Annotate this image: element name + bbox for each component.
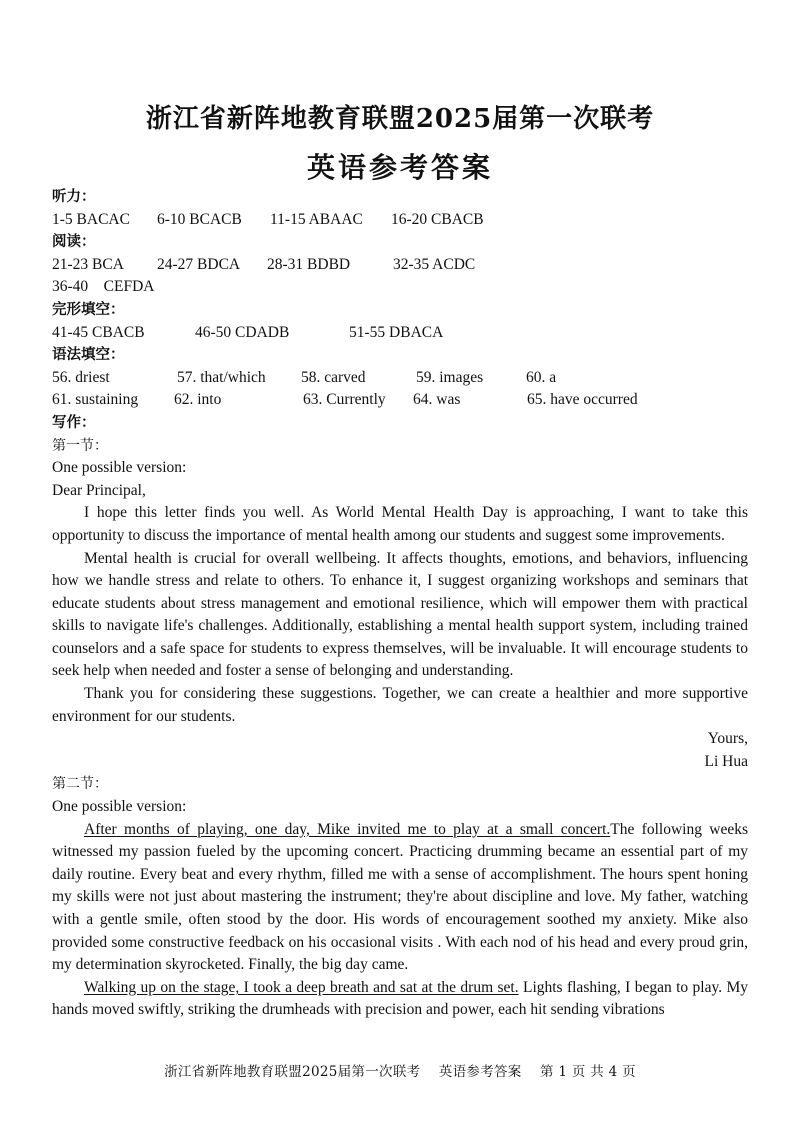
answer-item: 59. images <box>416 368 484 386</box>
cloze-heading: 完形填空： <box>52 301 125 318</box>
story-paragraph-1-text: The following weeks witnessed my passion fueled by the upcoming concert. Practicing drumming became an essential part of my daily routine. Every beat and every rhythm, filled me with a sense of accomplishment. The hours spent honing my skills were not just about mastering the instrument; they're about discipline and love. My father, watching with a gentle smile, often stood by the door. His words of encouragement soothed my anxiety. Mike also provided some constructive feedback on his occasional visits . With each nod of his head and every proud grin, my determination skyrocketed. Finally, the big day came. <box>52 820 749 974</box>
letter-paragraph-2: Mental health is crucial for overall wellbeing. It affects thoughts, emotions, and behaviors, influencing how we handle stress and relate to others. To enhance it, I suggest organizing workshops and seminars that educate students about stress management and emotional resilience, which will empower them with practical skills to navigate life's challenges. Additionally, establishing a mental health support system, including trained counselors and a safe space for students to express themselves, will be invaluable. It will encourage students to seek help when needed and foster a sense of belonging and understanding. <box>52 549 748 680</box>
answer-item: 61. sustaining <box>52 391 139 409</box>
page-footer: 浙江省新阵地教育联盟2025届第一次联考 英语参考答案 第 1 页 共 4 页 <box>164 1064 636 1080</box>
answer-group: 32-35 ACDC <box>393 255 476 273</box>
given-opening-sentence-1: After months of playing, one day, Mike invited me to play at a small concert. <box>84 820 611 838</box>
answer-group: 28-31 BDBD <box>267 255 351 273</box>
document-subtitle: 英语参考答案 <box>306 151 493 184</box>
letter-salutation: Dear Principal, <box>52 481 146 499</box>
cloze-answers <box>52 322 748 345</box>
writing-heading: 写作： <box>52 414 96 431</box>
answer-item: 56. driest <box>52 368 110 386</box>
answer-item: 58. carved <box>301 368 366 386</box>
answer-item: 64. was <box>413 391 461 409</box>
letter-paragraph-1: I hope this letter finds you well. As World Mental Health Day is approaching, I want to take this opportunity to discuss the importance of mental health among our students and suggest some improvements. <box>52 504 748 544</box>
story-paragraph-2-text: Lights flashing, I began to play. My hands moved swiftly, striking the drumheads with precision and power, each hit sending vibrations <box>52 978 748 1019</box>
letter-closing: Yours, <box>707 730 748 748</box>
section-1-label: 第一节： <box>52 437 108 454</box>
exam-title: 浙江省新阵地教育联盟2025届第一次联考 <box>145 104 655 134</box>
answer-group: 51-55 DBACA <box>349 323 444 341</box>
reading-answers-extra: 36-40 CEFDA <box>52 278 155 296</box>
answer-item: 57. that/which <box>177 368 266 386</box>
answer-item: 63. Currently <box>303 391 386 409</box>
letter-paragraph-3: Thank you for considering these suggestions. Together, we can create a healthier and more supportive environment for our students. <box>52 685 748 725</box>
answer-group: 41-45 CBACB <box>52 323 145 341</box>
answer-group: 46-50 CDADB <box>195 323 290 341</box>
story-paragraph-2 <box>52 977 748 1022</box>
reading-answers <box>52 254 748 277</box>
answer-group: 24-27 BDCA <box>157 255 241 273</box>
listening-heading: 听力： <box>52 189 96 205</box>
answer-group: 16-20 CBACB <box>391 210 484 228</box>
answer-item: 65. have occurred <box>527 391 638 409</box>
section-1-version: One possible version: <box>52 459 187 477</box>
reading-heading: 阅读： <box>52 234 96 251</box>
section-2-label: 第二节： <box>52 776 108 793</box>
grammar-answers-row-2 <box>52 389 748 412</box>
story-paragraph-1 <box>52 819 748 977</box>
answer-item: 62. into <box>174 391 222 409</box>
answer-group: 1-5 BACAC <box>52 210 130 228</box>
answer-group: 6-10 BCACB <box>157 210 242 228</box>
answer-group: 11-15 ABAAC <box>270 210 363 228</box>
document-body <box>52 186 748 1022</box>
grammar-answers-row-1 <box>52 367 748 390</box>
letter-signature: Li Hua <box>704 752 748 770</box>
section-2-version: One possible version: <box>52 798 187 816</box>
listening-answers <box>52 209 748 232</box>
grammar-heading: 语法填空： <box>52 347 125 364</box>
given-opening-sentence-2: Walking up on the stage, I took a deep breath and sat at the drum set. <box>84 978 519 996</box>
answer-item: 60. a <box>526 368 557 386</box>
answer-group: 21-23 BCA <box>52 255 124 273</box>
